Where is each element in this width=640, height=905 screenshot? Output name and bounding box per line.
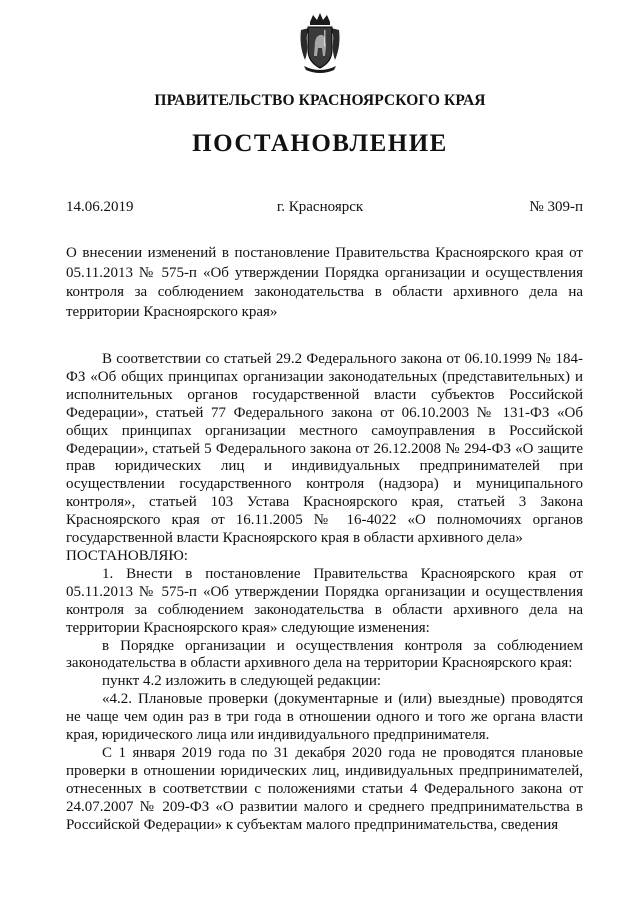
- item-1-paragraph: 1. Внести в постановление Правительства Красноярского края от 05.11.2013 № 575-п «Об утверждении Порядка организации и осуществления контроля за соблюдением законодательства в области архивного дела на территории Красноярского края» следующие изменения:: [66, 565, 583, 636]
- decree-word: ПОСТАНОВЛЯЮ:: [66, 547, 188, 564]
- point-4-2-quote-paragraph: «4.2. Плановые проверки (документарные и (или) выездные) проводятся не чаще чем один раз в три года в отношении одного и того же органа власти края, юридического лица или индивидуального предпринимателя.: [66, 691, 583, 744]
- document-city: г. Красноярск: [276, 199, 364, 215]
- coat-of-arms-icon: [298, 12, 342, 74]
- document-number: № 309-п: [529, 199, 583, 215]
- preamble-paragraph: В соответствии со статьей 29.2 Федерального закона от 06.10.1999 № 184-ФЗ «Об общих принципах организации законодательных (представительных) и исполнительных органов государственной власти субъектов Российской Федерации», статьей 77 Федерального закона от 06.10.2003 № 131-ФЗ «Об общих принципах организации местного самоуправления в Российской Федерации», статьей 5 Федерального закона от 26.12.2008 № 294-ФЗ «О защите прав юридических лиц и индивидуальных предпринимателей при осуществлении государственного контроля (надзора) и муниципального контроля», статьей 103 Устава Красноярского края, статьей 3 Закона Красноярского края от 16.11.2005 № 16-4022 «О полномочиях органов государственной власти Красноярского края в области архивного дела»: [66, 351, 583, 547]
- document-date: 14.06.2019: [66, 199, 134, 215]
- document-subject: О внесении изменений в постановление Правительства Красноярского края от 05.11.2013 № 575-п «Об утверждении Порядка организации и осуществления контроля за соблюдением законодательства в области архивного дела на территории Красноярского края»: [66, 245, 583, 320]
- document-body: [66, 351, 583, 834]
- exception-paragraph: С 1 января 2019 года по 31 декабря 2020 года не проводятся плановые проверки в отношении юридических лиц, индивидуальных предпринимателей, отнесенных в соответствии с положениями статьи 4 Федерального закона от 24.07.2007 № 209-ФЗ «О развитии малого и среднего предпринимательства в Российской Федерации» к субъектам малого предпринимательства, сведения: [66, 744, 583, 833]
- issuing-authority: ПРАВИТЕЛЬСТВО КРАСНОЯРСКОГО КРАЯ: [154, 92, 486, 109]
- item-1-intro-paragraph: в Порядке организации и осуществления контроля за соблюдением законодательства в области архивного дела на территории Красноярского края:: [66, 637, 583, 672]
- document-type-title: ПОСТАНОВЛЕНИЕ: [192, 130, 448, 157]
- item-1-point-paragraph: пункт 4.2 изложить в следующей редакции:: [102, 673, 382, 690]
